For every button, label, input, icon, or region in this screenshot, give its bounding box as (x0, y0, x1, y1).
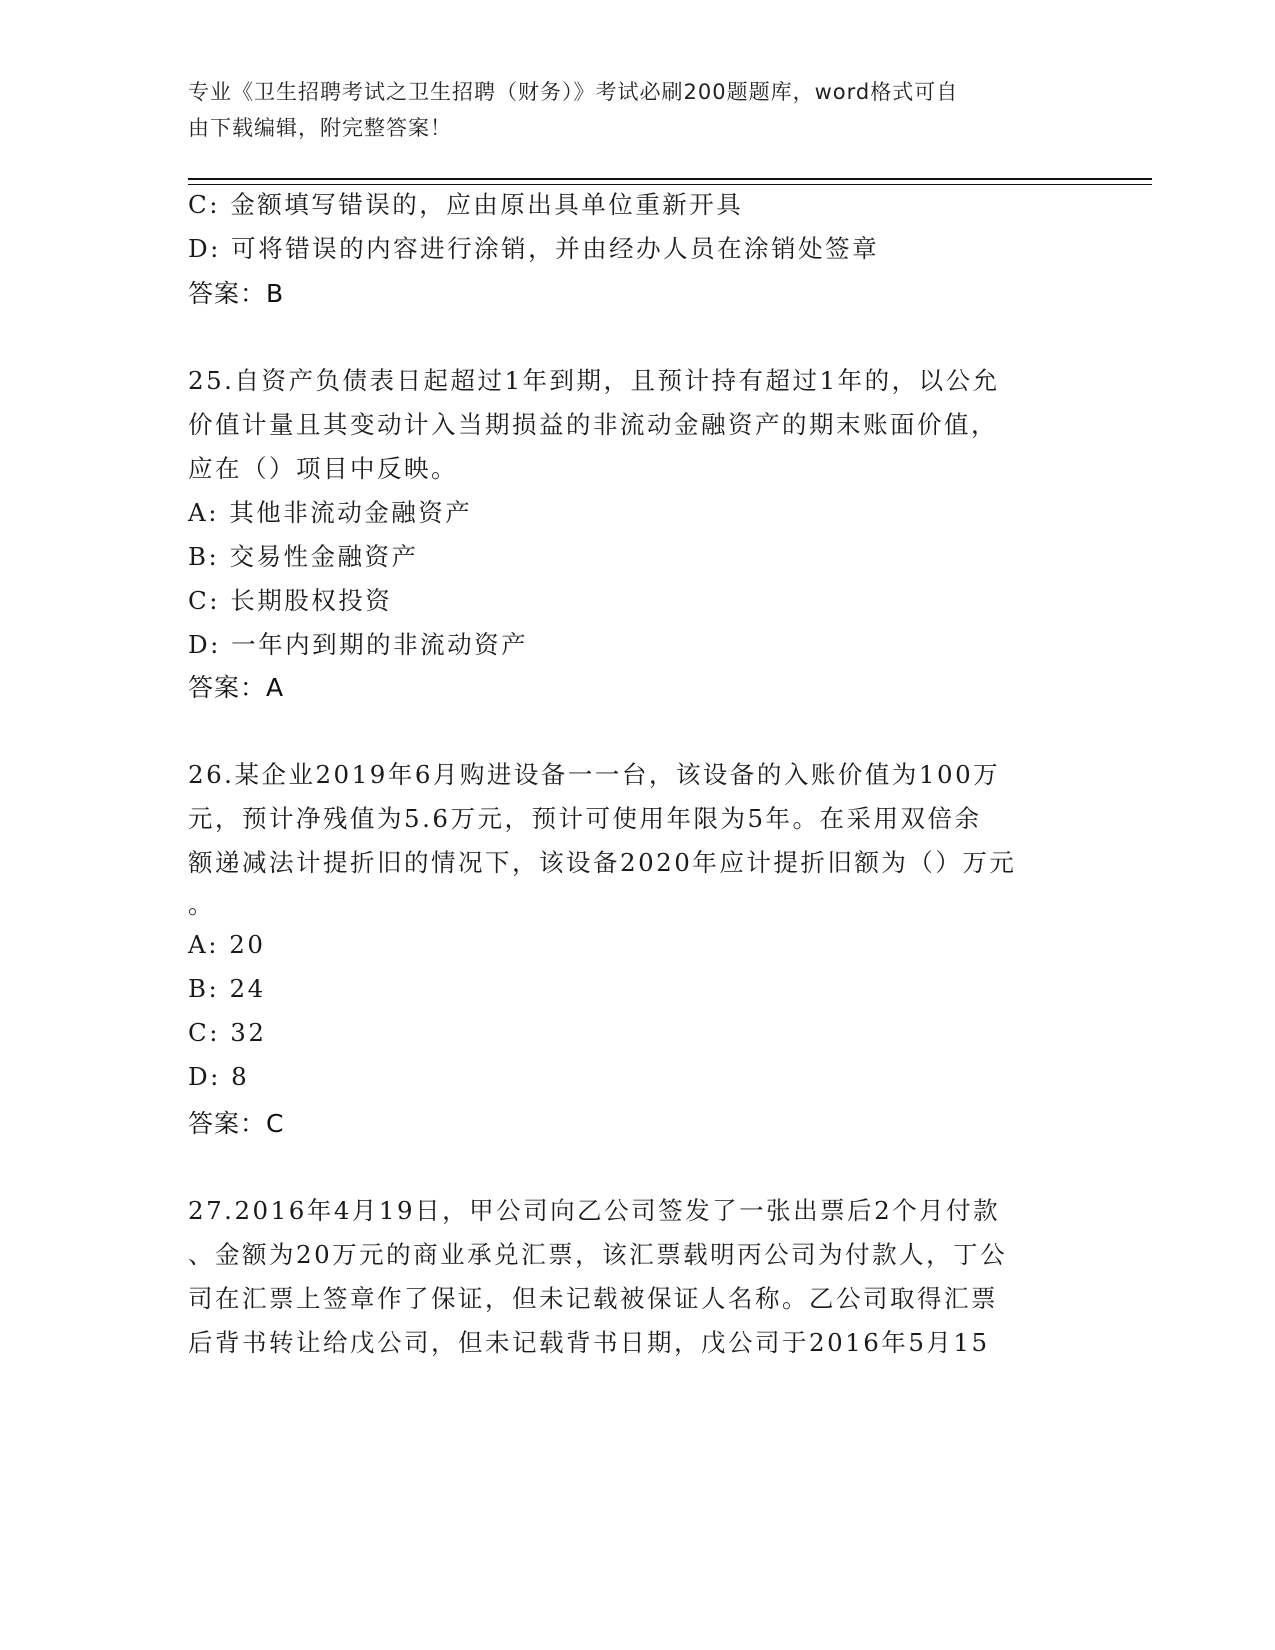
document-header (188, 74, 1068, 146)
q25-answer: 答案：A (188, 673, 285, 702)
q25-option-c: C: 长期股权投资 (188, 586, 393, 615)
q26-option-d: D: 8 (188, 1062, 250, 1091)
q26-stem-line-4: 。 (188, 890, 215, 919)
q27-stem-line-1: 27.2016年4月19日，甲公司向乙公司签发了一张出票后2个月付款 (188, 1196, 1001, 1225)
q25-option-b: B: 交易性金融资产 (188, 542, 419, 571)
q26-stem-line-1: 26.某企业2019年6月购进设备一一台，该设备的入账价值为100万 (188, 760, 1001, 789)
q25-stem-line-2: 价值计量且其变动计入当期损益的非流动金融资产的期末账面价值， (188, 410, 998, 439)
header-line-1: 专业《卫生招聘考试之卫生招聘（财务）》考试必刷200题题库，word格式可自 (188, 80, 959, 104)
q25-stem-line-3: 应在（）项目中反映。 (188, 454, 458, 483)
q25-stem-line-1: 25.自资产负债表日起超过1年到期，且预计持有超过1年的，以公允 (188, 366, 1000, 395)
q27-stem-line-2: 、金额为20万元的商业承兑汇票，该汇票载明丙公司为付款人，丁公 (188, 1240, 1008, 1269)
header-rule-thin (188, 184, 1152, 185)
q26-stem-line-3: 额递减法计提折旧的情况下，该设备2020年应计提折旧额为（）万元 (188, 848, 1017, 877)
q27-stem-line-3: 司在汇票上签章作了保证，但未记载被保证人名称。乙公司取得汇票 (188, 1284, 998, 1313)
q26-option-a: A: 20 (188, 930, 266, 959)
q26-option-c: C: 32 (188, 1018, 267, 1047)
q26-stem-line-2: 元，预计净残值为5.6万元，预计可使用年限为5年。在采用双倍余 (188, 804, 982, 833)
q26-option-b: B: 24 (188, 974, 266, 1003)
q24-option-c: C: 金额填写错误的，应由原出具单位重新开具 (188, 190, 744, 219)
header-rule-thick (188, 178, 1152, 180)
q27-stem-line-4: 后背书转让给戊公司，但未记载背书日期，戊公司于2016年5月15 (188, 1328, 990, 1357)
header-line-2: 由下载编辑，附完整答案！ (188, 116, 452, 140)
q24-option-d: D: 可将错误的内容进行涂销，并由经办人员在涂销处签章 (188, 234, 880, 263)
q25-option-a: A: 其他非流动金融资产 (188, 498, 473, 527)
q25-option-d: D: 一年内到期的非流动资产 (188, 630, 529, 659)
q24-answer: 答案：B (188, 279, 285, 308)
q26-answer: 答案：C (188, 1109, 285, 1138)
